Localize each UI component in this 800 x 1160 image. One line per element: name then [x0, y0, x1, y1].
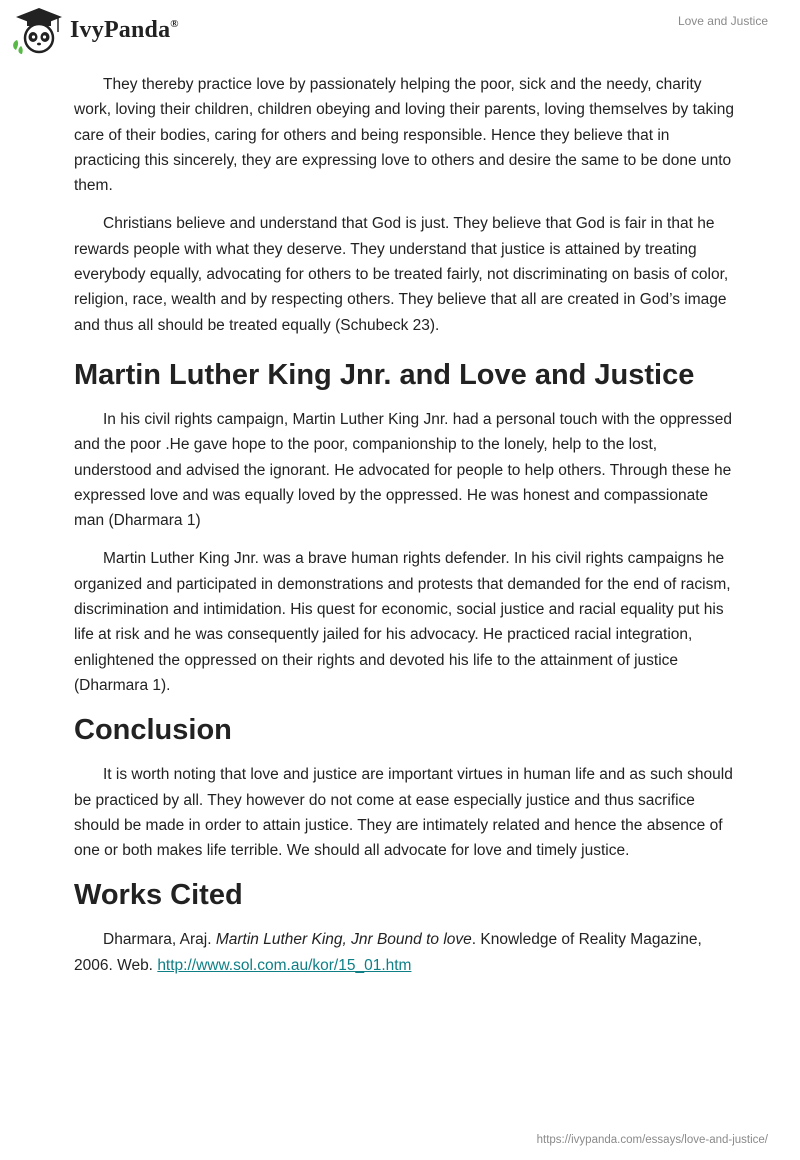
brand-name: IvyPanda®: [70, 16, 179, 43]
brand-logo[interactable]: [10, 6, 179, 56]
paragraph: In his civil rights campaign, Martin Luther King Jnr. had a personal touch with the oppressed and the poor .He gave hope to the poor, companionship to the lonely, help to the lost, understood and advised the ignorant. He advocated for people to help others. Through these he expressed love and was equally loved by the oppressed. He was honest and compassionate man (Dharmara 1): [74, 410, 732, 530]
page-header: [0, 0, 800, 50]
paragraph: Martin Luther King Jnr. was a brave human rights defender. In his civil rights campaigns he organized and participated in demonstrations and protests that demanded for the end of racism, discrimination and intimidation. His quest for economic, social justice and racial equality put his life at risk and he was consequently jailed for his advocacy. He practiced racial integration, enlightened the oppressed on their rights and devoted his life to the attainment of justice (Dharmara 1).: [74, 550, 731, 694]
citation-entry: [74, 927, 734, 978]
section-heading-conclusion: Conclusion: [74, 714, 232, 747]
section-heading-works-cited: Works Cited: [74, 879, 243, 912]
citation-publisher: . Knowledge of Reality Magazine, 2006. Web.: [74, 931, 702, 974]
section-heading-mlk: Martin Luther King Jnr. and Love and Justice: [74, 358, 695, 391]
paragraph: It is worth noting that love and justice are important virtues in human life and as such should be practiced by all. They however do not come at ease especially justice and thus sacrifice should be made in order to attain justice. They are intimately related and hence the absence of one or both makes life terrible. We should all advocate for love and timely justice.: [74, 766, 733, 860]
document-title: Love and Justice: [677, 14, 768, 28]
essay-body: [74, 72, 734, 991]
citation-title: Martin Luther King, Jnr Bound to love: [215, 931, 472, 949]
citation-author: Dharmara, Araj.: [103, 931, 216, 949]
paragraph: They thereby practice love by passionately helping the poor, sick and the needy, charity work, loving their children, children obeying and loving their parents, loving themselves by taking care of their bodies, caring for others and being responsible. Hence they believe that in practicing this sincerely, they are expressing love to others and desire the same to be done unto them.: [74, 76, 734, 195]
citation-link[interactable]: http://www.sol.com.au/kor/15_01.htm: [157, 956, 412, 974]
panda-graduate-icon: [10, 6, 68, 56]
paragraph: Christians believe and understand that God is just. They believe that God is fair in that he rewards people with what they deserve. They understand that justice is attained by treating everybody equally, advocating for others to be treated fairly, not discriminating on basis of color, religion, race, wealth and by respecting others. They believe that all are created in God’s image and thus all should be treated equally (Schubeck 23).: [74, 215, 729, 334]
footer-source-url: https://ivypanda.com/essays/love-and-justice/: [536, 1134, 768, 1146]
